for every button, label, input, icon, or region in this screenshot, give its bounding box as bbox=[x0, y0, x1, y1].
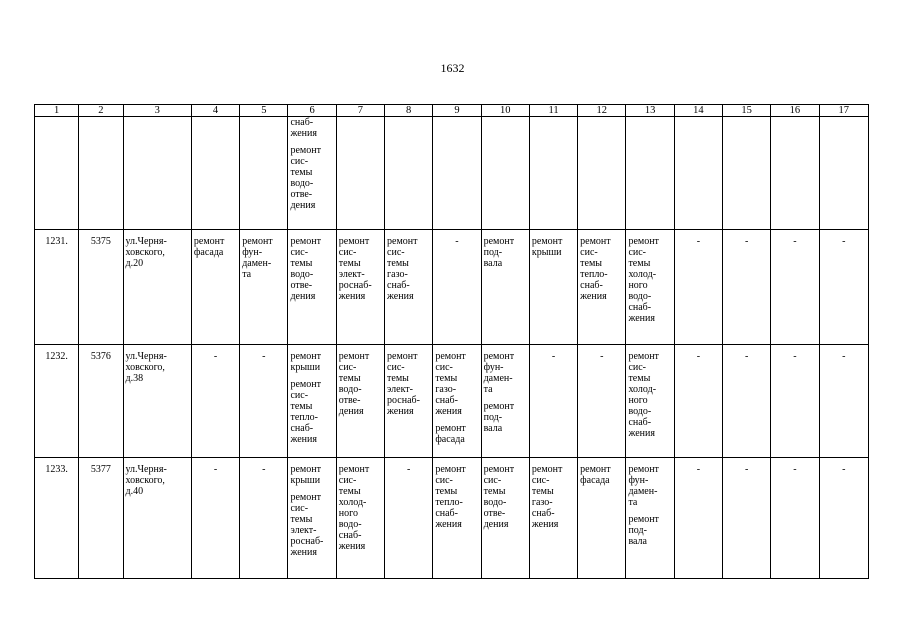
repair-entry: ремонт сис- темы холод- ного водо- снаб- жения bbox=[338, 464, 370, 552]
repair-cell-col-8 bbox=[385, 345, 433, 458]
repair-cell-col-4: ремонт фасада bbox=[191, 230, 239, 345]
repair-entry: ремонт сис- темы газо- снаб- жения bbox=[531, 464, 563, 530]
repair-cell-col-13 bbox=[626, 458, 674, 579]
repair-cell-col-12: - bbox=[578, 345, 626, 458]
repair-cell-col-4: - bbox=[191, 345, 239, 458]
repair-cell-col-12 bbox=[578, 458, 626, 579]
repair-cell-col-17: - bbox=[819, 230, 868, 345]
header-cell: 16 bbox=[771, 105, 819, 117]
repair-cell-col-14: - bbox=[674, 345, 722, 458]
object-code-cell: 5376 bbox=[79, 345, 123, 458]
header-cell: 2 bbox=[79, 105, 123, 117]
header-cell: 10 bbox=[481, 105, 529, 117]
repair-entry: ремонт сис- темы элект- роснаб- жения bbox=[387, 351, 420, 417]
repair-entry: ремонт сис- темы холод- ного водо- снаб- жения bbox=[628, 351, 659, 439]
repair-cell-col-9 bbox=[433, 345, 481, 458]
repair-entry: ремонт сис- темы элект- роснаб- жения bbox=[338, 236, 372, 302]
header-cell: 3 bbox=[123, 105, 191, 117]
table-cell bbox=[626, 117, 674, 230]
table-cell bbox=[79, 117, 123, 230]
repair-entry: ремонт фасада bbox=[580, 464, 611, 486]
repair-entry: ремонт сис- темы газо- снаб- жения bbox=[387, 236, 418, 302]
repair-entry: ремонт сис- темы тепло- снаб- жения bbox=[580, 236, 611, 302]
header-cell: 6 bbox=[288, 105, 336, 117]
repair-cell-col-7 bbox=[336, 458, 384, 579]
object-code-cell: 5375 bbox=[79, 230, 123, 345]
row-number-cell: 1231. bbox=[35, 230, 79, 345]
object-code-cell: 5377 bbox=[79, 458, 123, 579]
header-cell: 11 bbox=[529, 105, 577, 117]
repair-entry: ремонт крыши bbox=[531, 236, 563, 258]
repair-cell-col-5: ремонт фун- дамен- та bbox=[240, 230, 288, 345]
repair-cell-col-7 bbox=[336, 345, 384, 458]
table-cell bbox=[819, 117, 868, 230]
repair-entry: ремонт фун- дамен- та bbox=[483, 351, 515, 395]
repair-cell-col-10 bbox=[481, 458, 529, 579]
repair-cell-col-14: - bbox=[674, 458, 722, 579]
repair-cell-col-6 bbox=[288, 458, 336, 579]
repair-cell-col-15: - bbox=[723, 345, 771, 458]
repair-entry: ремонт сис- темы водо- отве- дения bbox=[338, 351, 370, 417]
header-cell: 4 bbox=[191, 105, 239, 117]
table-header-row bbox=[35, 105, 869, 117]
repair-entry: ремонт под- вала bbox=[628, 514, 659, 547]
table-cell bbox=[191, 117, 239, 230]
repair-cell-col-13 bbox=[626, 230, 674, 345]
header-cell: 14 bbox=[674, 105, 722, 117]
repair-cell-col-6 bbox=[288, 230, 336, 345]
repair-cell-col-11 bbox=[529, 458, 577, 579]
table-cell bbox=[771, 117, 819, 230]
repair-cell-col-17: - bbox=[819, 345, 868, 458]
header-cell: 5 bbox=[240, 105, 288, 117]
repair-cell-col-10 bbox=[481, 345, 529, 458]
repair-cell-col-9: - bbox=[433, 230, 481, 345]
header-cell: 1 bbox=[35, 105, 79, 117]
repair-cell-col-10 bbox=[481, 230, 529, 345]
repair-entry: ремонт сис- темы тепло- снаб- жения bbox=[290, 379, 321, 445]
repair-cell-col-8 bbox=[385, 230, 433, 345]
header-cell: 12 bbox=[578, 105, 626, 117]
repair-cell-col-13 bbox=[626, 345, 674, 458]
header-cell: 9 bbox=[433, 105, 481, 117]
table-cell bbox=[481, 117, 529, 230]
repair-cell-col-15: - bbox=[723, 458, 771, 579]
repair-cell-col-5: - bbox=[240, 458, 288, 579]
table-cell bbox=[336, 117, 384, 230]
repair-cell-col-16: - bbox=[771, 345, 819, 458]
repair-entry: ремонт под- вала bbox=[483, 236, 515, 269]
table-cell bbox=[529, 117, 577, 230]
table-cell bbox=[288, 117, 336, 230]
table-row bbox=[35, 458, 869, 579]
page-number: 1632 bbox=[440, 61, 465, 75]
repair-entry: ремонт сис- темы газо- снаб- жения bbox=[435, 351, 466, 417]
header-cell: 15 bbox=[723, 105, 771, 117]
continuation-row bbox=[35, 117, 869, 230]
repair-cell-col-17: - bbox=[819, 458, 868, 579]
repair-cell-col-16: - bbox=[771, 458, 819, 579]
table-cell bbox=[433, 117, 481, 230]
repair-entry: ремонт фун- дамен- та bbox=[628, 464, 659, 508]
repair-cell-col-14: - bbox=[674, 230, 722, 345]
repair-cell-col-5: - bbox=[240, 345, 288, 458]
table-cell bbox=[674, 117, 722, 230]
table-row bbox=[35, 345, 869, 458]
repair-cell-col-6 bbox=[288, 345, 336, 458]
table-row bbox=[35, 230, 869, 345]
table-cell bbox=[578, 117, 626, 230]
repair-entry: ремонт фасада bbox=[435, 423, 466, 445]
repair-entry: ремонт сис- темы элект- роснаб- жения bbox=[290, 492, 324, 558]
repair-entry: ремонт сис- темы тепло- снаб- жения bbox=[435, 464, 466, 530]
header-cell: 17 bbox=[819, 105, 868, 117]
address-cell: ул.Черня- ховского, д.40 bbox=[123, 458, 191, 579]
row-number-cell: 1232. bbox=[35, 345, 79, 458]
table-cell bbox=[723, 117, 771, 230]
repair-entry: ремонт крыши bbox=[290, 351, 321, 373]
header-cell: 8 bbox=[385, 105, 433, 117]
table-cell bbox=[240, 117, 288, 230]
repair-entry: ремонт крыши bbox=[290, 464, 321, 486]
address-cell: ул.Черня- ховского, д.20 bbox=[123, 230, 191, 345]
repair-entry: ремонт сис- темы водо- отве- дения bbox=[483, 464, 515, 530]
table-cell bbox=[123, 117, 191, 230]
repair-cell-col-7 bbox=[336, 230, 384, 345]
repair-cell-col-16: - bbox=[771, 230, 819, 345]
address-cell: ул.Черня- ховского, д.38 bbox=[123, 345, 191, 458]
table-cell bbox=[35, 117, 79, 230]
repair-cell-col-15: - bbox=[723, 230, 771, 345]
repair-cell-col-4: - bbox=[191, 458, 239, 579]
repair-entry: ремонт сис- темы водо- отве- дения bbox=[290, 145, 321, 211]
table-cell bbox=[385, 117, 433, 230]
repair-entry: ремонт сис- темы водо- отве- дения bbox=[290, 236, 321, 302]
repair-cell-col-9 bbox=[433, 458, 481, 579]
repair-entry: ремонт под- вала bbox=[483, 401, 515, 434]
repair-entry: ремонт сис- темы холод- ного водо- снаб- жения bbox=[628, 236, 659, 324]
header-cell: 13 bbox=[626, 105, 674, 117]
repair-cell-col-8: - bbox=[385, 458, 433, 579]
repair-entry: снаб- жения bbox=[290, 117, 317, 139]
header-cell: 7 bbox=[336, 105, 384, 117]
repair-cell-col-11: - bbox=[529, 345, 577, 458]
row-number-cell: 1233. bbox=[35, 458, 79, 579]
repair-cell-col-11 bbox=[529, 230, 577, 345]
repair-schedule-table bbox=[34, 104, 869, 579]
repair-cell-col-12 bbox=[578, 230, 626, 345]
